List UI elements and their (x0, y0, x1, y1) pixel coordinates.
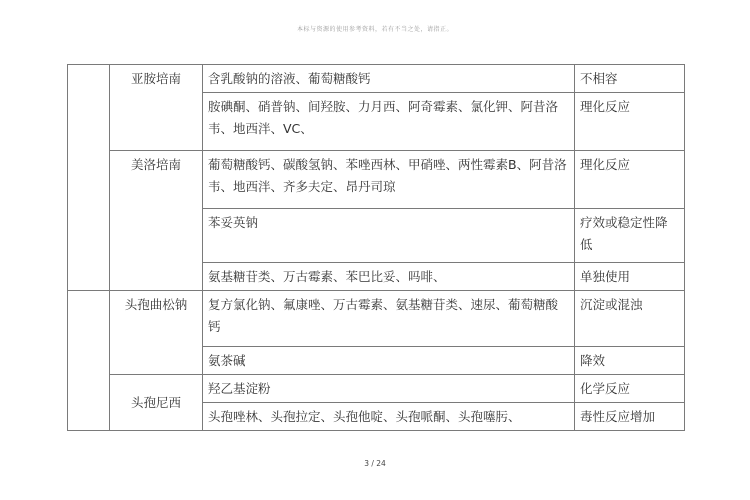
drug-name-cell: 头孢尼西 (110, 375, 203, 431)
incompatible-drugs-cell: 氨基糖苷类、万古霉素、苯巴比妥、吗啡、 (203, 263, 575, 291)
incompatible-drugs-cell: 胺碘酮、硝普钠、间羟胺、力月西、阿奇霉素、氯化钾、阿昔洛韦、地西泮、VC、 (203, 93, 575, 151)
drug-name-cell: 头孢曲松钠 (110, 291, 203, 375)
incompatible-drugs-cell: 葡萄糖酸钙、碳酸氢钠、苯唑西林、甲硝唑、两性霉素B、阿昔洛韦、地西泮、齐多夫定、昂丹司琼 (203, 151, 575, 209)
reaction-result-cell: 沉淀或混浊 (575, 291, 685, 347)
reaction-result-cell: 单独使用 (575, 263, 685, 291)
table-row (68, 291, 685, 347)
header-note: 本标与资源的使用参考资料，若有不当之处，请指正。 (296, 26, 453, 33)
drug-name-cell: 亚胺培南 (110, 65, 203, 151)
incompatible-drugs-cell: 苯妥英钠 (203, 209, 575, 263)
incompatible-drugs-cell: 含乳酸钠的溶液、葡萄糖酸钙 (203, 65, 575, 93)
category-cell (68, 65, 110, 291)
reaction-result-cell: 降效 (575, 347, 685, 375)
drug-name-cell: 美洛培南 (110, 151, 203, 291)
table-row (68, 375, 685, 403)
table-row (68, 65, 685, 93)
reaction-result-cell: 毒性反应增加 (575, 403, 685, 431)
category-cell (68, 291, 110, 431)
incompatible-drugs-cell: 羟乙基淀粉 (203, 375, 575, 403)
incompatibility-table (67, 64, 685, 431)
reaction-result-cell: 不相容 (575, 65, 685, 93)
reaction-result-cell: 理化反应 (575, 151, 685, 209)
incompatible-drugs-cell: 复方氯化钠、氟康唑、万古霉素、氨基糖苷类、速尿、葡萄糖酸钙 (203, 291, 575, 347)
incompatible-drugs-cell: 氨茶碱 (203, 347, 575, 375)
page-number: 3 / 24 (364, 459, 386, 468)
table-row (68, 151, 685, 209)
incompatible-drugs-cell: 头孢唑林、头孢拉定、头孢他啶、头孢哌酮、头孢噻肟、 (203, 403, 575, 431)
reaction-result-cell: 化学反应 (575, 375, 685, 403)
reaction-result-cell: 理化反应 (575, 93, 685, 151)
reaction-result-cell: 疗效或稳定性降低 (575, 209, 685, 263)
